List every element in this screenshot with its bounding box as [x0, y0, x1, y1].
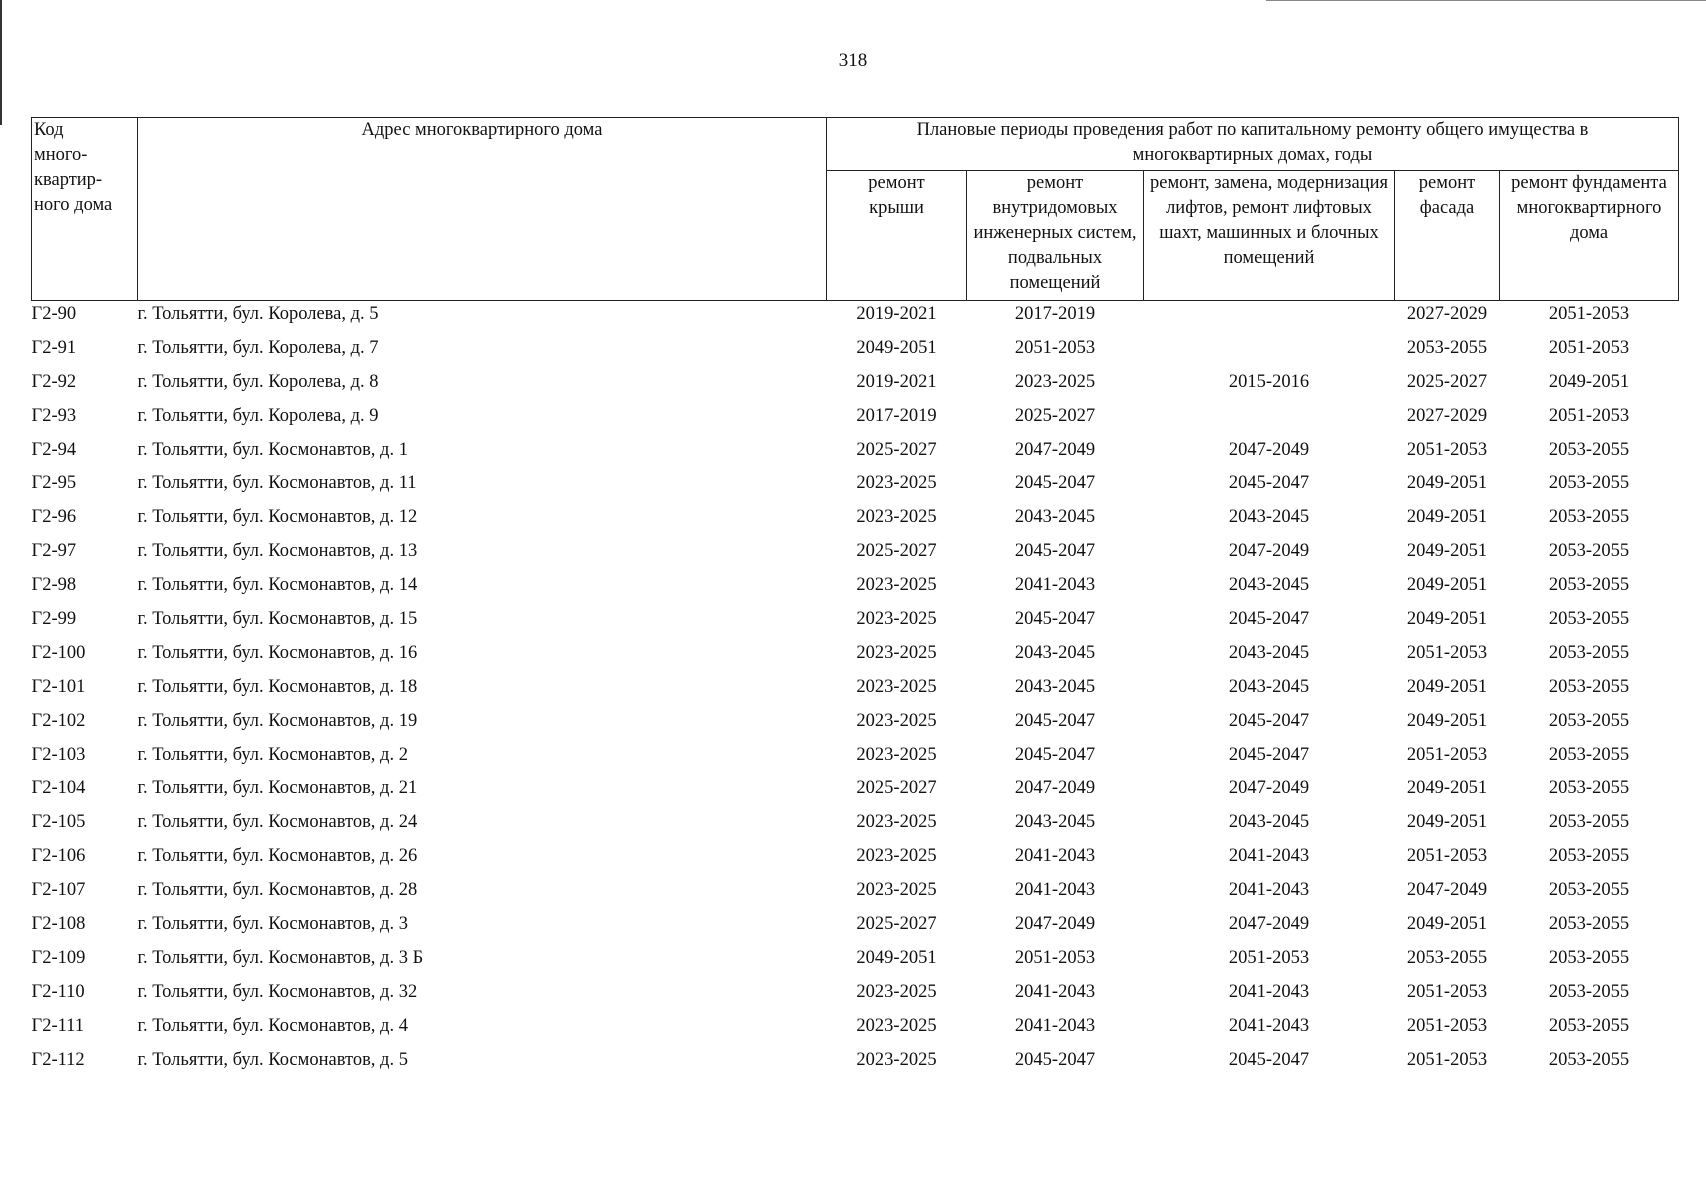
- cell-lifts: 2043-2045: [1228, 676, 1310, 697]
- cell-lifts: 2047-2049: [1228, 778, 1310, 799]
- cell-address: г. Тольятти, бул. Королева, д. 5: [137, 304, 379, 324]
- cell-lifts: 2043-2045: [1228, 812, 1310, 833]
- cell-foundation: 2049-2051: [1548, 371, 1630, 392]
- cell-lifts: [1144, 403, 1395, 437]
- cell-facade: 2049-2051: [1406, 914, 1488, 935]
- cell-systems: 2045-2047: [1014, 609, 1096, 630]
- repair-schedule-table: [31, 117, 1679, 1080]
- cell-facade: 2027-2029: [1406, 304, 1488, 324]
- cell-code: Г2-104: [31, 778, 86, 799]
- cell-code: Г2-112: [31, 1049, 85, 1070]
- cell-address: г. Тольятти, бул. Космонавтов, д. 16: [137, 642, 418, 663]
- table-row: [32, 911, 1679, 945]
- cell-code: Г2-94: [31, 439, 77, 460]
- cell-roof: 2023-2025: [856, 507, 937, 528]
- cell-code: Г2-108: [31, 914, 86, 935]
- cell-systems: 2047-2049: [1014, 914, 1096, 935]
- cell-lifts: 2047-2049: [1228, 439, 1310, 460]
- cell-foundation: 2053-2055: [1548, 778, 1630, 799]
- table-row: [32, 470, 1679, 504]
- cell-code: Г2-93: [31, 405, 77, 426]
- cell-roof: 2023-2025: [856, 710, 937, 731]
- cell-code: Г2-92: [31, 371, 77, 392]
- cell-address: г. Тольятти, бул. Космонавтов, д. 1: [137, 439, 408, 460]
- cell-foundation: 2053-2055: [1548, 575, 1630, 596]
- table-row: [32, 640, 1679, 674]
- cell-systems: 2043-2045: [1014, 642, 1096, 663]
- cell-address: г. Тольятти, бул. Космонавтов, д. 18: [137, 676, 418, 697]
- cell-lifts: 2041-2043: [1228, 846, 1310, 867]
- cell-code: Г2-111: [31, 1015, 84, 1036]
- table-row: [32, 979, 1679, 1013]
- cell-roof: 2023-2025: [856, 880, 937, 901]
- cell-roof: 2023-2025: [856, 676, 937, 697]
- cell-systems: 2043-2045: [1014, 676, 1096, 697]
- table-row: [32, 504, 1679, 538]
- cell-roof: 2023-2025: [856, 642, 937, 663]
- cell-systems: 2045-2047: [1014, 744, 1096, 765]
- cell-foundation: 2053-2055: [1548, 473, 1630, 494]
- table-row: [32, 945, 1679, 979]
- cell-systems: 2041-2043: [1014, 1015, 1096, 1036]
- cell-address: г. Тольятти, бул. Космонавтов, д. 5: [137, 1049, 408, 1070]
- cell-facade: 2047-2049: [1406, 880, 1488, 901]
- cell-code: Г2-109: [31, 947, 86, 968]
- cell-facade: 2049-2051: [1406, 812, 1488, 833]
- cell-lifts: 2047-2049: [1228, 914, 1310, 935]
- cell-lifts: [1144, 335, 1395, 369]
- cell-foundation: 2053-2055: [1548, 1015, 1630, 1036]
- cell-roof: 2023-2025: [856, 473, 937, 494]
- cell-systems: 2045-2047: [1014, 541, 1096, 562]
- cell-roof: 2025-2027: [856, 541, 937, 562]
- cell-roof: 2023-2025: [856, 609, 937, 630]
- cell-code: Г2-101: [31, 676, 86, 697]
- cell-roof: 2023-2025: [856, 1049, 937, 1070]
- cell-address: г. Тольятти, бул. Космонавтов, д. 26: [137, 846, 418, 867]
- table-row: [32, 437, 1679, 471]
- cell-lifts: 2015-2016: [1228, 371, 1310, 392]
- cell-foundation: 2053-2055: [1548, 880, 1630, 901]
- cell-foundation: 2053-2055: [1548, 541, 1630, 562]
- header-lifts: ремонт, замена, модернизация лифтов, ремонт лифтовых шахт, машинных и блочных помещений: [1144, 171, 1395, 301]
- cell-foundation: 2053-2055: [1548, 947, 1630, 968]
- cell-address: г. Тольятти, бул. Космонавтов, д. 28: [137, 880, 418, 901]
- cell-lifts: 2045-2047: [1228, 609, 1310, 630]
- cell-facade: 2027-2029: [1406, 405, 1488, 426]
- cell-facade: 2049-2051: [1406, 710, 1488, 731]
- header-planned-periods: Плановые периоды проведения работ по капитальному ремонту общего имущества в многоквартирных домах, годы: [827, 118, 1679, 171]
- cell-address: г. Тольятти, бул. Космонавтов, д. 15: [137, 609, 418, 630]
- cell-address: г. Тольятти, бул. Королева, д. 8: [137, 371, 379, 392]
- cell-systems: 2045-2047: [1014, 473, 1096, 494]
- cell-code: Г2-106: [31, 846, 86, 867]
- cell-address: г. Тольятти, бул. Космонавтов, д. 4: [137, 1015, 408, 1036]
- cell-foundation: 2053-2055: [1548, 981, 1630, 1002]
- cell-facade: 2051-2053: [1406, 439, 1488, 460]
- cell-facade: 2025-2027: [1406, 371, 1488, 392]
- cell-address: г. Тольятти, бул. Космонавтов, д. 12: [137, 507, 418, 528]
- cell-lifts: 2047-2049: [1228, 541, 1310, 562]
- cell-facade: 2049-2051: [1406, 778, 1488, 799]
- cell-code: Г2-100: [31, 642, 86, 663]
- table-row: [32, 572, 1679, 606]
- cell-address: г. Тольятти, бул. Космонавтов, д. 3 Б: [137, 947, 424, 968]
- cell-address: г. Тольятти, бул. Космонавтов, д. 13: [137, 541, 418, 562]
- cell-facade: 2051-2053: [1406, 981, 1488, 1002]
- cell-facade: 2053-2055: [1406, 337, 1488, 358]
- cell-systems: 2017-2019: [1014, 304, 1096, 324]
- cell-address: г. Тольятти, бул. Космонавтов, д. 11: [137, 473, 417, 494]
- table-row: [32, 369, 1679, 403]
- cell-foundation: 2051-2053: [1548, 405, 1630, 426]
- cell-systems: 2041-2043: [1014, 575, 1096, 596]
- header-facade: ремонт фасада: [1395, 171, 1500, 301]
- cell-code: Г2-96: [31, 507, 77, 528]
- table-row: [32, 538, 1679, 572]
- cell-roof: 2019-2021: [856, 304, 937, 324]
- cell-lifts: 2043-2045: [1228, 642, 1310, 663]
- header-systems: ремонт внутридомовых инженерных систем, подвальных помещений: [967, 171, 1144, 301]
- cell-facade: 2051-2053: [1406, 642, 1488, 663]
- cell-roof: 2023-2025: [856, 846, 937, 867]
- cell-code: Г2-90: [31, 304, 77, 324]
- cell-code: Г2-103: [31, 744, 86, 765]
- table-row: [32, 708, 1679, 742]
- cell-facade: 2051-2053: [1406, 1049, 1488, 1070]
- cell-systems: 2045-2047: [1014, 710, 1096, 731]
- cell-foundation: 2053-2055: [1548, 507, 1630, 528]
- table-row: [32, 809, 1679, 843]
- cell-roof: 2023-2025: [856, 575, 937, 596]
- cell-code: Г2-107: [31, 880, 86, 901]
- cell-lifts: 2043-2045: [1228, 575, 1310, 596]
- cell-foundation: 2053-2055: [1548, 1049, 1630, 1070]
- cell-systems: 2043-2045: [1014, 812, 1096, 833]
- cell-foundation: 2053-2055: [1548, 744, 1630, 765]
- cell-systems: 2041-2043: [1014, 880, 1096, 901]
- cell-address: г. Тольятти, бул. Космонавтов, д. 24: [137, 812, 418, 833]
- cell-systems: 2051-2053: [1014, 947, 1096, 968]
- cell-foundation: 2053-2055: [1548, 812, 1630, 833]
- cell-systems: 2041-2043: [1014, 981, 1096, 1002]
- cell-address: г. Тольятти, бул. Космонавтов, д. 2: [137, 744, 408, 765]
- header-address: Адрес многоквартирного дома: [138, 118, 827, 301]
- cell-lifts: 2045-2047: [1228, 473, 1310, 494]
- cell-facade: 2049-2051: [1406, 541, 1488, 562]
- cell-facade: 2049-2051: [1406, 575, 1488, 596]
- cell-facade: 2049-2051: [1406, 473, 1488, 494]
- cell-lifts: 2045-2047: [1228, 710, 1310, 731]
- cell-foundation: 2053-2055: [1548, 439, 1630, 460]
- cell-roof: 2023-2025: [856, 1015, 937, 1036]
- cell-facade: 2049-2051: [1406, 507, 1488, 528]
- table-row: [32, 301, 1679, 335]
- cell-code: Г2-105: [31, 812, 86, 833]
- header-roof: ремонт крыши: [827, 171, 967, 301]
- cell-lifts: 2041-2043: [1228, 880, 1310, 901]
- table-body: [32, 301, 1679, 1081]
- cell-roof: 2025-2027: [856, 778, 937, 799]
- cell-facade: 2051-2053: [1406, 846, 1488, 867]
- cell-code: Г2-99: [31, 609, 77, 630]
- cell-code: Г2-98: [31, 575, 77, 596]
- cell-systems: 2051-2053: [1014, 337, 1096, 358]
- cell-facade: 2051-2053: [1406, 744, 1488, 765]
- table-row: [32, 843, 1679, 877]
- cell-systems: 2047-2049: [1014, 439, 1096, 460]
- header-code: Код много-квартир-ного дома: [32, 118, 138, 301]
- cell-address: г. Тольятти, бул. Космонавтов, д. 3: [137, 914, 408, 935]
- cell-lifts: 2043-2045: [1228, 507, 1310, 528]
- cell-address: г. Тольятти, бул. Королева, д. 9: [137, 405, 379, 426]
- cell-lifts: [1144, 301, 1395, 335]
- header-foundation: ремонт фундамента многоквартирного дома: [1500, 171, 1679, 301]
- cell-systems: 2045-2047: [1014, 1049, 1096, 1070]
- table-row: [32, 742, 1679, 776]
- cell-lifts: 2045-2047: [1228, 1049, 1310, 1070]
- cell-address: г. Тольятти, бул. Космонавтов, д. 32: [137, 981, 418, 1002]
- cell-facade: 2051-2053: [1406, 1015, 1488, 1036]
- cell-roof: 2049-2051: [856, 947, 937, 968]
- cell-code: Г2-97: [31, 541, 77, 562]
- table-row: [32, 606, 1679, 640]
- table-header: [32, 118, 1679, 301]
- page-number: 318: [838, 50, 868, 71]
- cell-code: Г2-102: [31, 710, 86, 731]
- cell-systems: 2047-2049: [1014, 778, 1096, 799]
- cell-roof: 2017-2019: [856, 405, 937, 426]
- cell-lifts: 2041-2043: [1228, 1015, 1310, 1036]
- cell-foundation: 2053-2055: [1548, 676, 1630, 697]
- cell-roof: 2025-2027: [856, 439, 937, 460]
- cell-foundation: 2053-2055: [1548, 846, 1630, 867]
- cell-code: Г2-91: [31, 337, 77, 358]
- cell-foundation: 2053-2055: [1548, 609, 1630, 630]
- cell-systems: 2025-2027: [1014, 405, 1096, 426]
- table-row: [32, 1047, 1679, 1081]
- cell-roof: 2025-2027: [856, 914, 937, 935]
- cell-lifts: 2045-2047: [1228, 744, 1310, 765]
- cell-foundation: 2053-2055: [1548, 710, 1630, 731]
- cell-foundation: 2053-2055: [1548, 642, 1630, 663]
- cell-facade: 2053-2055: [1406, 947, 1488, 968]
- cell-lifts: 2051-2053: [1228, 947, 1310, 968]
- cell-address: г. Тольятти, бул. Королева, д. 7: [137, 337, 379, 358]
- cell-code: Г2-110: [31, 981, 85, 1002]
- cell-roof: 2049-2051: [856, 337, 937, 358]
- cell-systems: 2041-2043: [1014, 846, 1096, 867]
- cell-facade: 2049-2051: [1406, 609, 1488, 630]
- scan-top-line: [1266, 0, 1706, 1]
- table-row: [32, 335, 1679, 369]
- cell-foundation: 2051-2053: [1548, 337, 1630, 358]
- cell-foundation: 2053-2055: [1548, 914, 1630, 935]
- cell-roof: 2023-2025: [856, 744, 937, 765]
- cell-systems: 2023-2025: [1014, 371, 1096, 392]
- table-row: [32, 1013, 1679, 1047]
- table-row: [32, 775, 1679, 809]
- table-row: [32, 674, 1679, 708]
- table-row: [32, 403, 1679, 437]
- cell-address: г. Тольятти, бул. Космонавтов, д. 21: [137, 778, 418, 799]
- cell-address: г. Тольятти, бул. Космонавтов, д. 14: [137, 575, 418, 596]
- cell-roof: 2019-2021: [856, 371, 937, 392]
- cell-facade: 2049-2051: [1406, 676, 1488, 697]
- cell-code: Г2-95: [31, 473, 77, 494]
- cell-systems: 2043-2045: [1014, 507, 1096, 528]
- cell-foundation: 2051-2053: [1548, 304, 1630, 324]
- cell-lifts: 2041-2043: [1228, 981, 1310, 1002]
- cell-roof: 2023-2025: [856, 981, 937, 1002]
- cell-address: г. Тольятти, бул. Космонавтов, д. 19: [137, 710, 418, 731]
- cell-roof: 2023-2025: [856, 812, 937, 833]
- table-row: [32, 877, 1679, 911]
